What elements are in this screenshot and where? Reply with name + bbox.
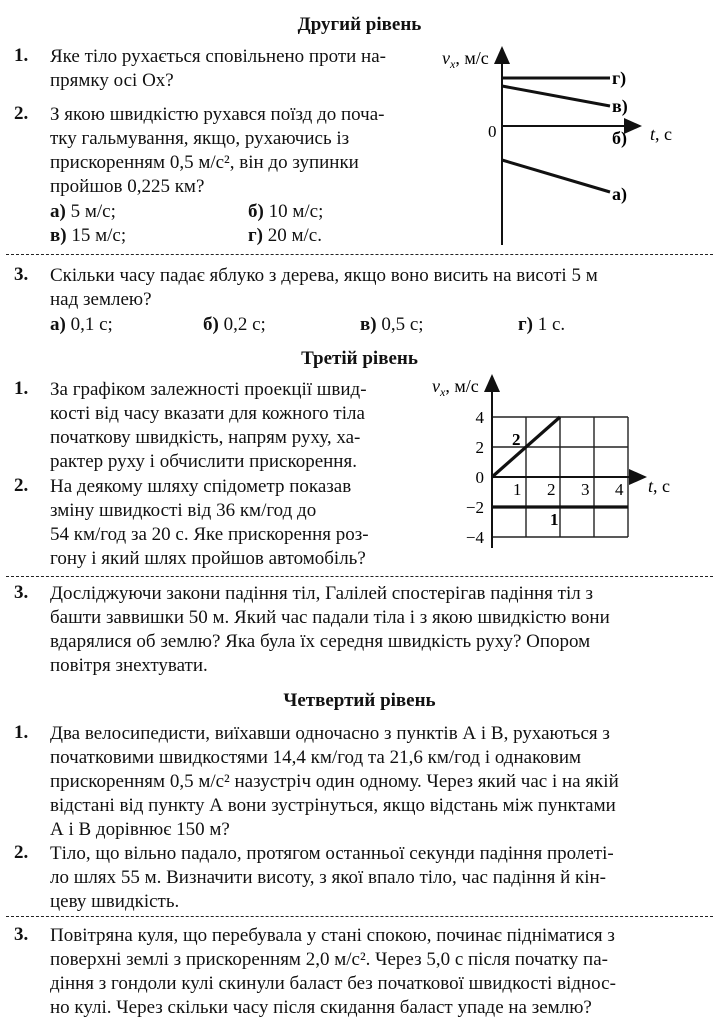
level4-heading: Четвертий рівень [283,690,436,711]
l2-q3-option-c [360,313,424,337]
origin-label: 0 [488,122,497,141]
l4-q3-line: діння з гондоли кулі скинули баласт без початкової швидкості віднос- [50,973,616,994]
separator [6,254,713,255]
line-v-label: в) [612,96,628,116]
y-tick-label: 4 [475,408,484,427]
l2-q3-option-b [203,313,266,337]
l2-q3-text [50,264,705,312]
l2-q1-line: прямку осі Ox? [50,70,174,91]
option-letter: а) [50,314,66,335]
l3-q2-text [50,475,420,571]
option-text: 10 м/с; [268,201,324,222]
x-axis-label: t, с [650,124,673,144]
separator [6,576,713,577]
l2-velocity-graph [440,40,710,255]
l3-q1-line: кості від часу вказати для кожного тіла [50,403,365,424]
l2-q1-line: Яке тіло рухається сповільнено проти на- [50,46,386,67]
l4-q2-text [50,842,705,914]
l2-q3-option-a [50,313,113,337]
option-text: 0,1 с; [70,314,113,335]
level2-heading: Другий рівень [297,14,422,35]
option-letter: г) [518,314,533,335]
y-tick-label: −2 [465,498,484,517]
l2-q2-option-d [248,224,322,248]
option-text: 15 м/с; [71,225,127,246]
option-letter: б) [248,201,264,222]
l2-q1-number: 1. [14,45,29,66]
l2-q2-option-a [50,200,116,224]
level3-heading: Третій рівень [301,348,418,369]
series-label-2: 2 [512,430,521,449]
separator [6,916,713,917]
l4-q3-number: 3. [14,924,29,945]
l2-q2-line: пройшов 0,225 км? [50,176,205,197]
l2-q2-line: прискоренням 0,5 м/с², він до зупинки [50,152,359,173]
l3-q1-line: початкову швидкість, напрям руху, ха- [50,427,361,448]
x-tick-label: 2 [547,480,556,499]
x-tick-label: 4 [615,480,624,499]
option-text: 1 с. [537,314,566,335]
l4-q3-line: поверхні землі з прискоренням 2,0 м/с². Через 5,0 с після початку па- [50,949,608,970]
option-letter: а) [50,201,66,222]
l4-q2-line: ло шлях 55 м. Визначити висоту, з якої впало тіло, час падіння й кін- [50,867,607,888]
l3-q1-line: За графіком залежності проекції швид- [50,379,367,400]
l2-q3-line: над землею? [50,289,152,310]
line-a-label: а) [612,184,627,204]
l2-q3-number: 3. [14,264,29,285]
l3-q2-line: 54 км/год за 20 с. Яке прискорення роз- [50,524,369,545]
l4-q1-line: прискоренням 0,5 м/с² назустріч один одному. Через який час і на якій [50,771,619,792]
l3-q3-line: Досліджуючи закони падіння тіл, Галілей спостерігав падіння тіл з [50,583,593,604]
l3-q3-line: вдарялися об землю? Яка була їх середня швидкість руху? Опором [50,631,591,652]
line-g-label: г) [612,68,627,88]
l4-q2-line: Тіло, що вільно падало, протягом останньої секунди падіння пролеті- [50,843,614,864]
option-letter: б) [203,314,219,335]
l4-q3-line: Повітряна куля, що перебувала у стані спокою, починає підніматися з [50,925,615,946]
option-text: 0,5 с; [381,314,424,335]
y-tick-label: 0 [475,468,484,487]
l3-q1-line: рактер руху і обчислити прискорення. [50,451,357,472]
l2-q3-option-d [518,313,565,337]
l4-q1-line: Два велосипедисти, виїхавши одночасно з пунктів А і В, рухаються з [50,723,610,744]
y-axis-label: $v_x$, м/с [432,376,479,399]
y-axis-label: $v_x$, м/с [442,48,489,71]
option-text: 5 м/с; [70,201,116,222]
l2-q2-line: тку гальмування, якщо, рухаючись із [50,128,350,149]
l3-q2-line: зміну швидкості від 36 км/год до [50,500,317,521]
l3-q3-number: 3. [14,582,29,603]
l4-q2-number: 2. [14,842,29,863]
y-tick-label: 2 [475,438,484,457]
l3-q2-line: гону і який шлях пройшов автомобіль? [50,548,366,569]
l3-q3-line: повітря знехтувати. [50,655,208,676]
l3-q2-line: На деякому шляху спідометр показав [50,476,352,497]
l4-q3-text [50,924,705,1020]
option-text: 20 м/с. [267,225,322,246]
option-letter: в) [50,225,67,246]
l2-q2-number: 2. [14,103,29,124]
l2-q1-text [50,45,420,93]
l4-q2-line: цеву швидкість. [50,891,180,912]
l2-q3-line: Скільки часу падає яблуко з дерева, якщо воно висить на висоті 5 м [50,265,598,286]
l3-q3-line: башти заввишки 50 м. Який час падали тіла і з якою швидкістю вони [50,607,610,628]
l2-q2-text [50,103,420,199]
option-text: 0,2 с; [223,314,266,335]
l3-q2-number: 2. [14,475,29,496]
x-tick-label: 1 [513,480,522,499]
l3-velocity-graph [430,372,710,552]
option-letter: г) [248,225,263,246]
l2-q2-option-c [50,224,126,248]
line-a [502,160,610,192]
x-axis-label: t, с [648,476,671,496]
l4-q3-line: но кулі. Через скільки часу після скидання баласт упаде на землю? [50,997,592,1018]
l4-q1-line: початковими швидкостями 14,4 км/год та 21,6 км/год і однаковим [50,747,582,768]
option-letter: в) [360,314,377,335]
line-b-label: б) [612,128,627,148]
l2-q2-line: З якою швидкістю рухався поїзд до поча- [50,104,385,125]
x-tick-label: 3 [581,480,590,499]
l2-q2-option-b [248,200,323,224]
l4-q1-line: А і В дорівнює 150 м? [50,819,230,840]
l4-q1-line: відстані від пункту А вони зустрінуться, якщо відстань між пунктами [50,795,616,816]
l3-q3-text [50,582,705,678]
l4-q1-number: 1. [14,722,29,743]
l3-q1-text [50,378,420,474]
l4-q1-text [50,722,705,842]
l3-q1-number: 1. [14,378,29,399]
series-label-1: 1 [550,510,559,529]
line-v [502,86,610,106]
y-tick-label: −4 [465,528,484,547]
